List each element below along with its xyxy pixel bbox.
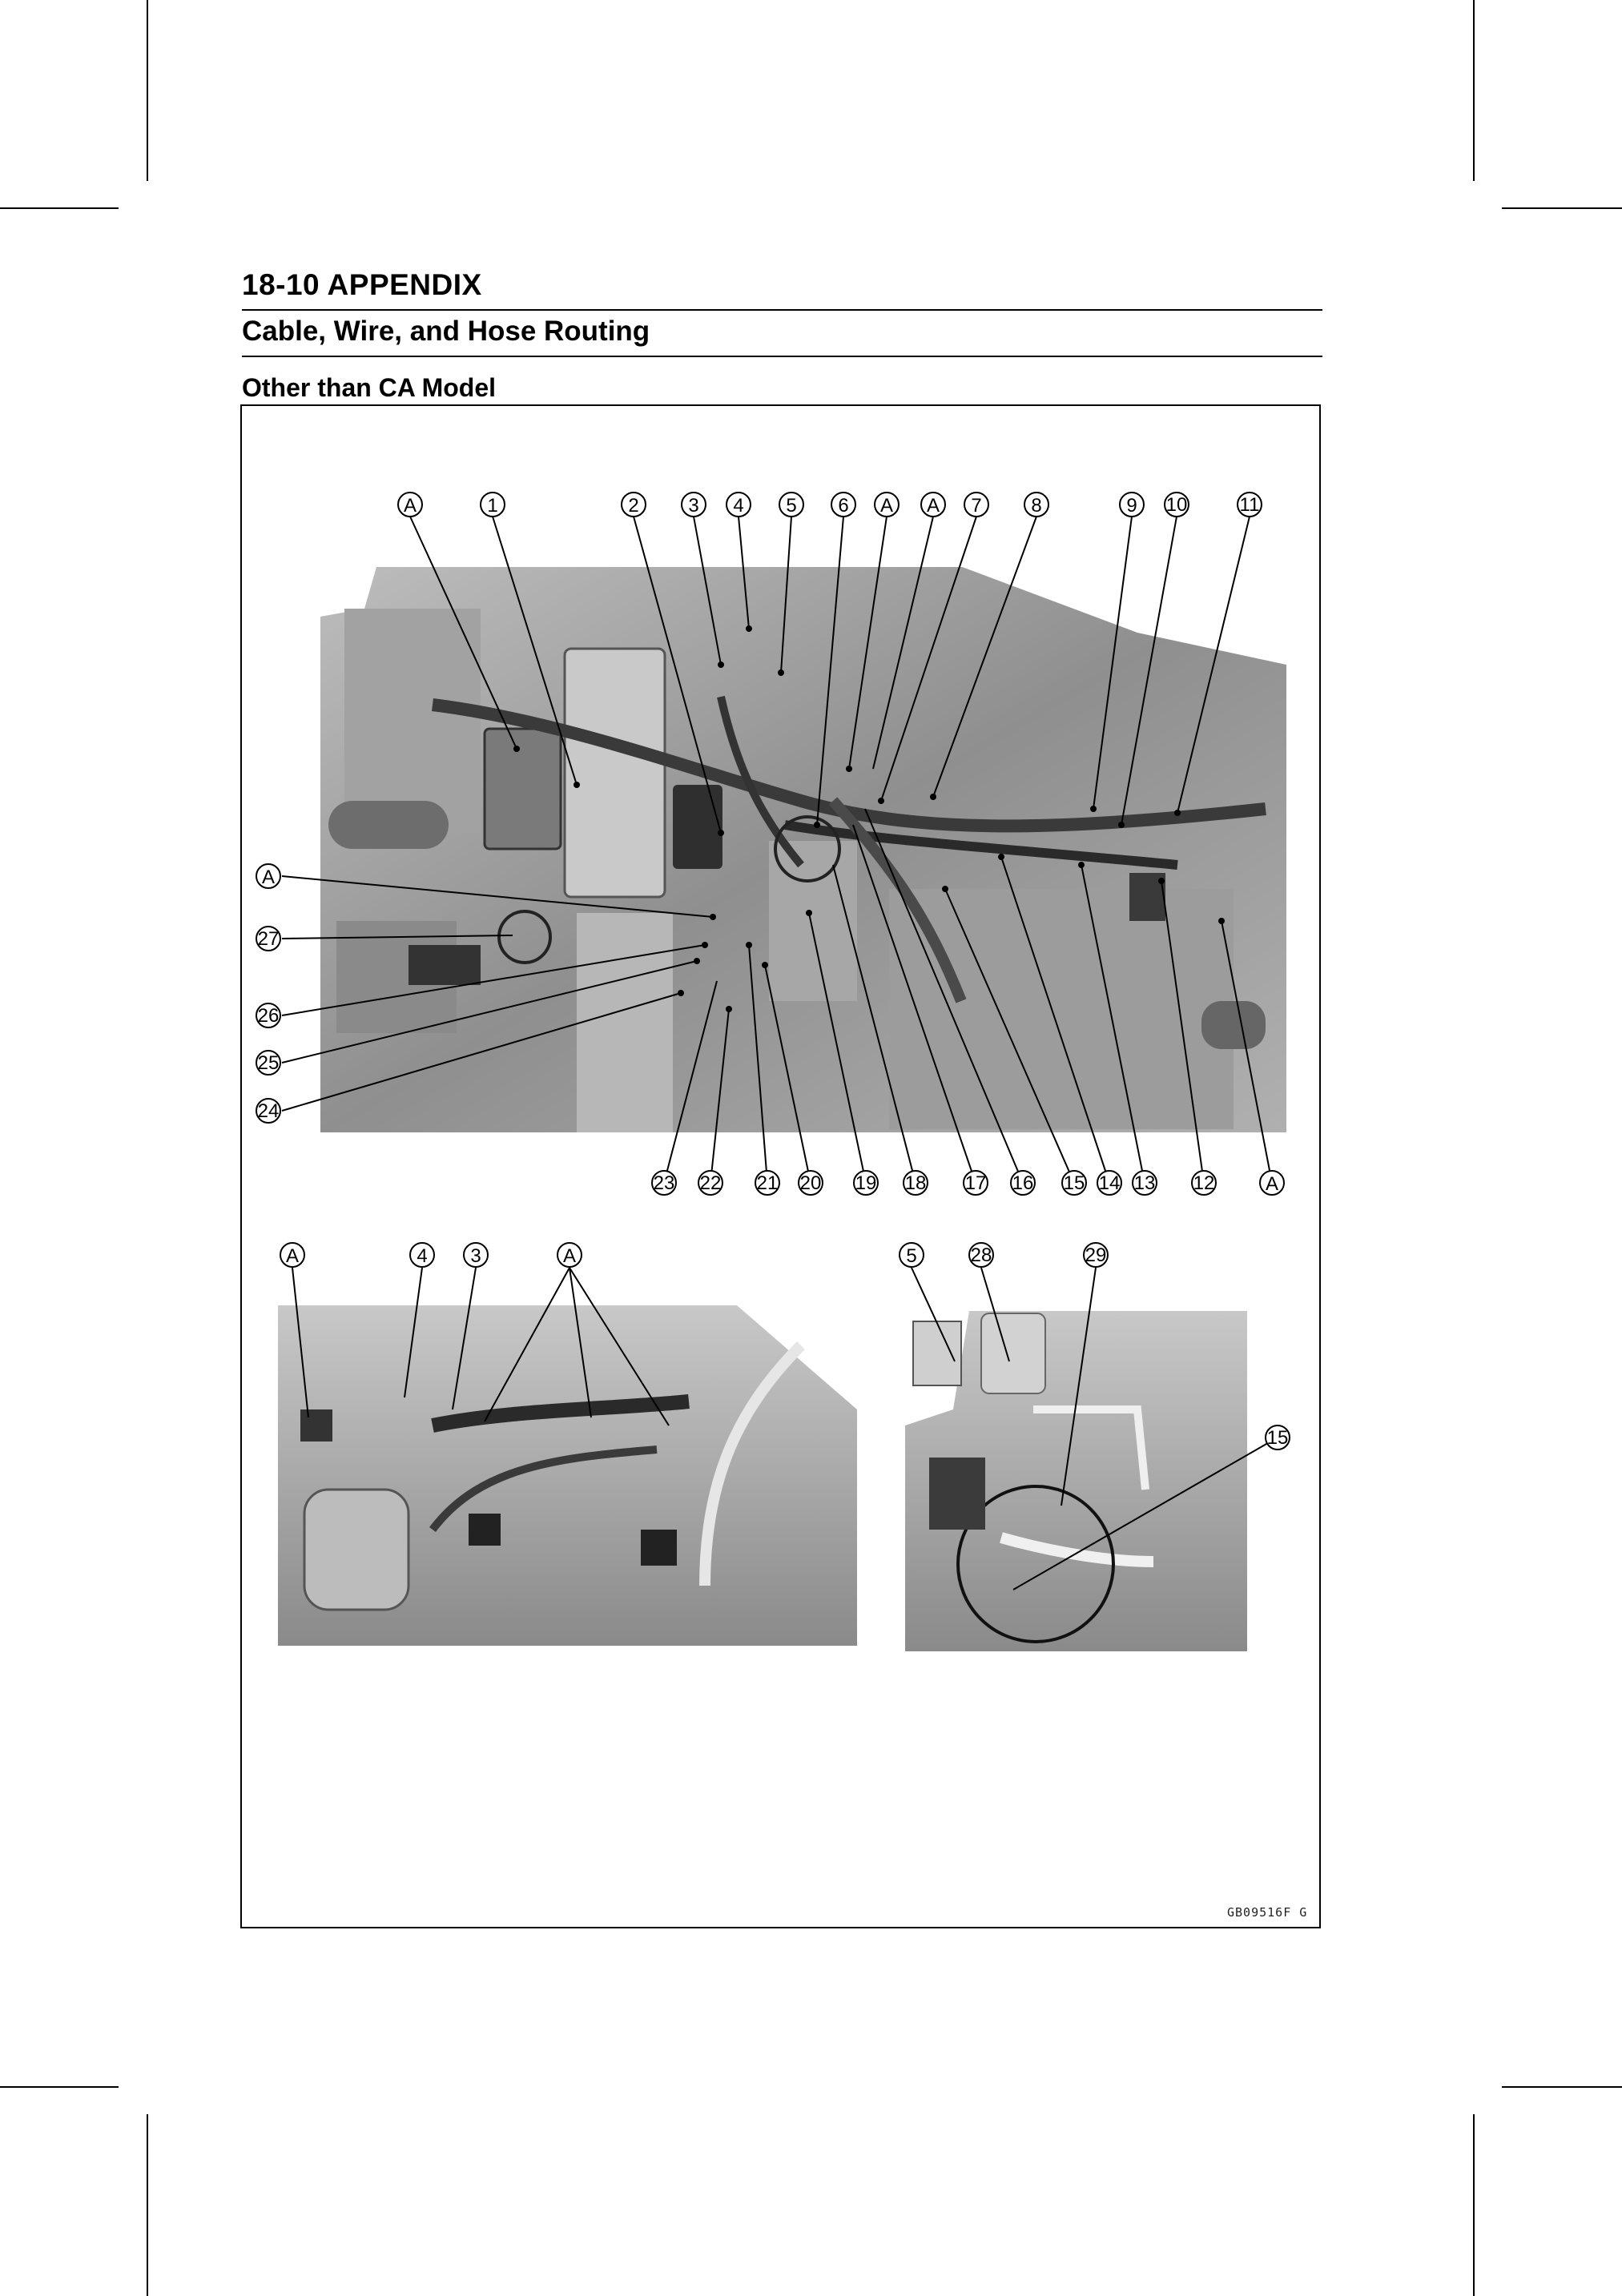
callout-top-12: 9	[1126, 495, 1137, 517]
callout-bottom-4: 20	[799, 1172, 822, 1194]
left-callouts	[256, 864, 280, 1123]
callout-bottom-10: 14	[1098, 1172, 1121, 1194]
main-photo	[320, 561, 1286, 1132]
callout-bottom-2: 22	[699, 1172, 722, 1194]
model-heading: Other than CA Model	[242, 373, 497, 402]
top-callouts	[398, 493, 1262, 517]
bottom-callouts	[652, 1171, 1284, 1195]
callout-bottom-7: 17	[964, 1172, 987, 1194]
callout-bottom-5: 19	[855, 1172, 877, 1194]
callout-left-1: A	[261, 867, 276, 888]
callout-top-11: 8	[1031, 495, 1042, 517]
figure-code: GB09516F G	[1227, 1905, 1308, 1920]
callout-left-4: 25	[257, 1052, 280, 1074]
callout-top-13: 10	[1165, 494, 1188, 516]
inset-left-photo	[278, 1305, 857, 1646]
callout-top-14: 11	[1239, 494, 1260, 516]
callout-top-5: 4	[733, 495, 744, 517]
callout-inset-left-3: 3	[470, 1245, 481, 1267]
callout-inset-left-2: 4	[417, 1245, 428, 1267]
callout-left-5: 24	[257, 1100, 280, 1122]
callout-top-9: A	[926, 495, 940, 517]
callout-bottom-11: 13	[1133, 1172, 1156, 1194]
callout-top-2: 1	[487, 495, 498, 517]
callout-bottom-3: 21	[756, 1172, 779, 1194]
callout-inset-right-3: 29	[1085, 1245, 1107, 1266]
callout-inset-right-1: 5	[906, 1245, 917, 1267]
callout-inset-right-4: 15	[1266, 1427, 1289, 1449]
callout-top-7: 6	[838, 495, 849, 517]
callout-bottom-13: A	[1265, 1173, 1279, 1195]
callout-inset-right-2: 28	[970, 1245, 992, 1266]
callout-top-3: 2	[628, 495, 639, 517]
callout-bottom-9: 15	[1063, 1172, 1085, 1194]
callout-left-2: 27	[257, 928, 280, 950]
callout-inset-left-4: A	[562, 1245, 577, 1267]
callout-top-8: A	[879, 495, 894, 517]
callout-top-6: 5	[786, 495, 797, 517]
callout-bottom-1: 23	[653, 1172, 675, 1194]
callout-top-4: 3	[688, 495, 699, 517]
page-title: 18-10 APPENDIX	[242, 268, 482, 301]
inset-right-photo	[905, 1311, 1247, 1651]
inset-left-callouts	[280, 1243, 582, 1267]
callout-bottom-8: 16	[1012, 1172, 1034, 1194]
callout-top-1: A	[403, 495, 417, 517]
callout-left-3: 26	[257, 1005, 280, 1027]
section-heading: Cable, Wire, and Hose Routing	[242, 316, 650, 347]
callout-top-10: 7	[971, 495, 982, 517]
callout-bottom-6: 18	[904, 1172, 927, 1194]
callout-inset-left-1: A	[285, 1245, 300, 1267]
callout-bottom-12: 12	[1193, 1172, 1215, 1194]
